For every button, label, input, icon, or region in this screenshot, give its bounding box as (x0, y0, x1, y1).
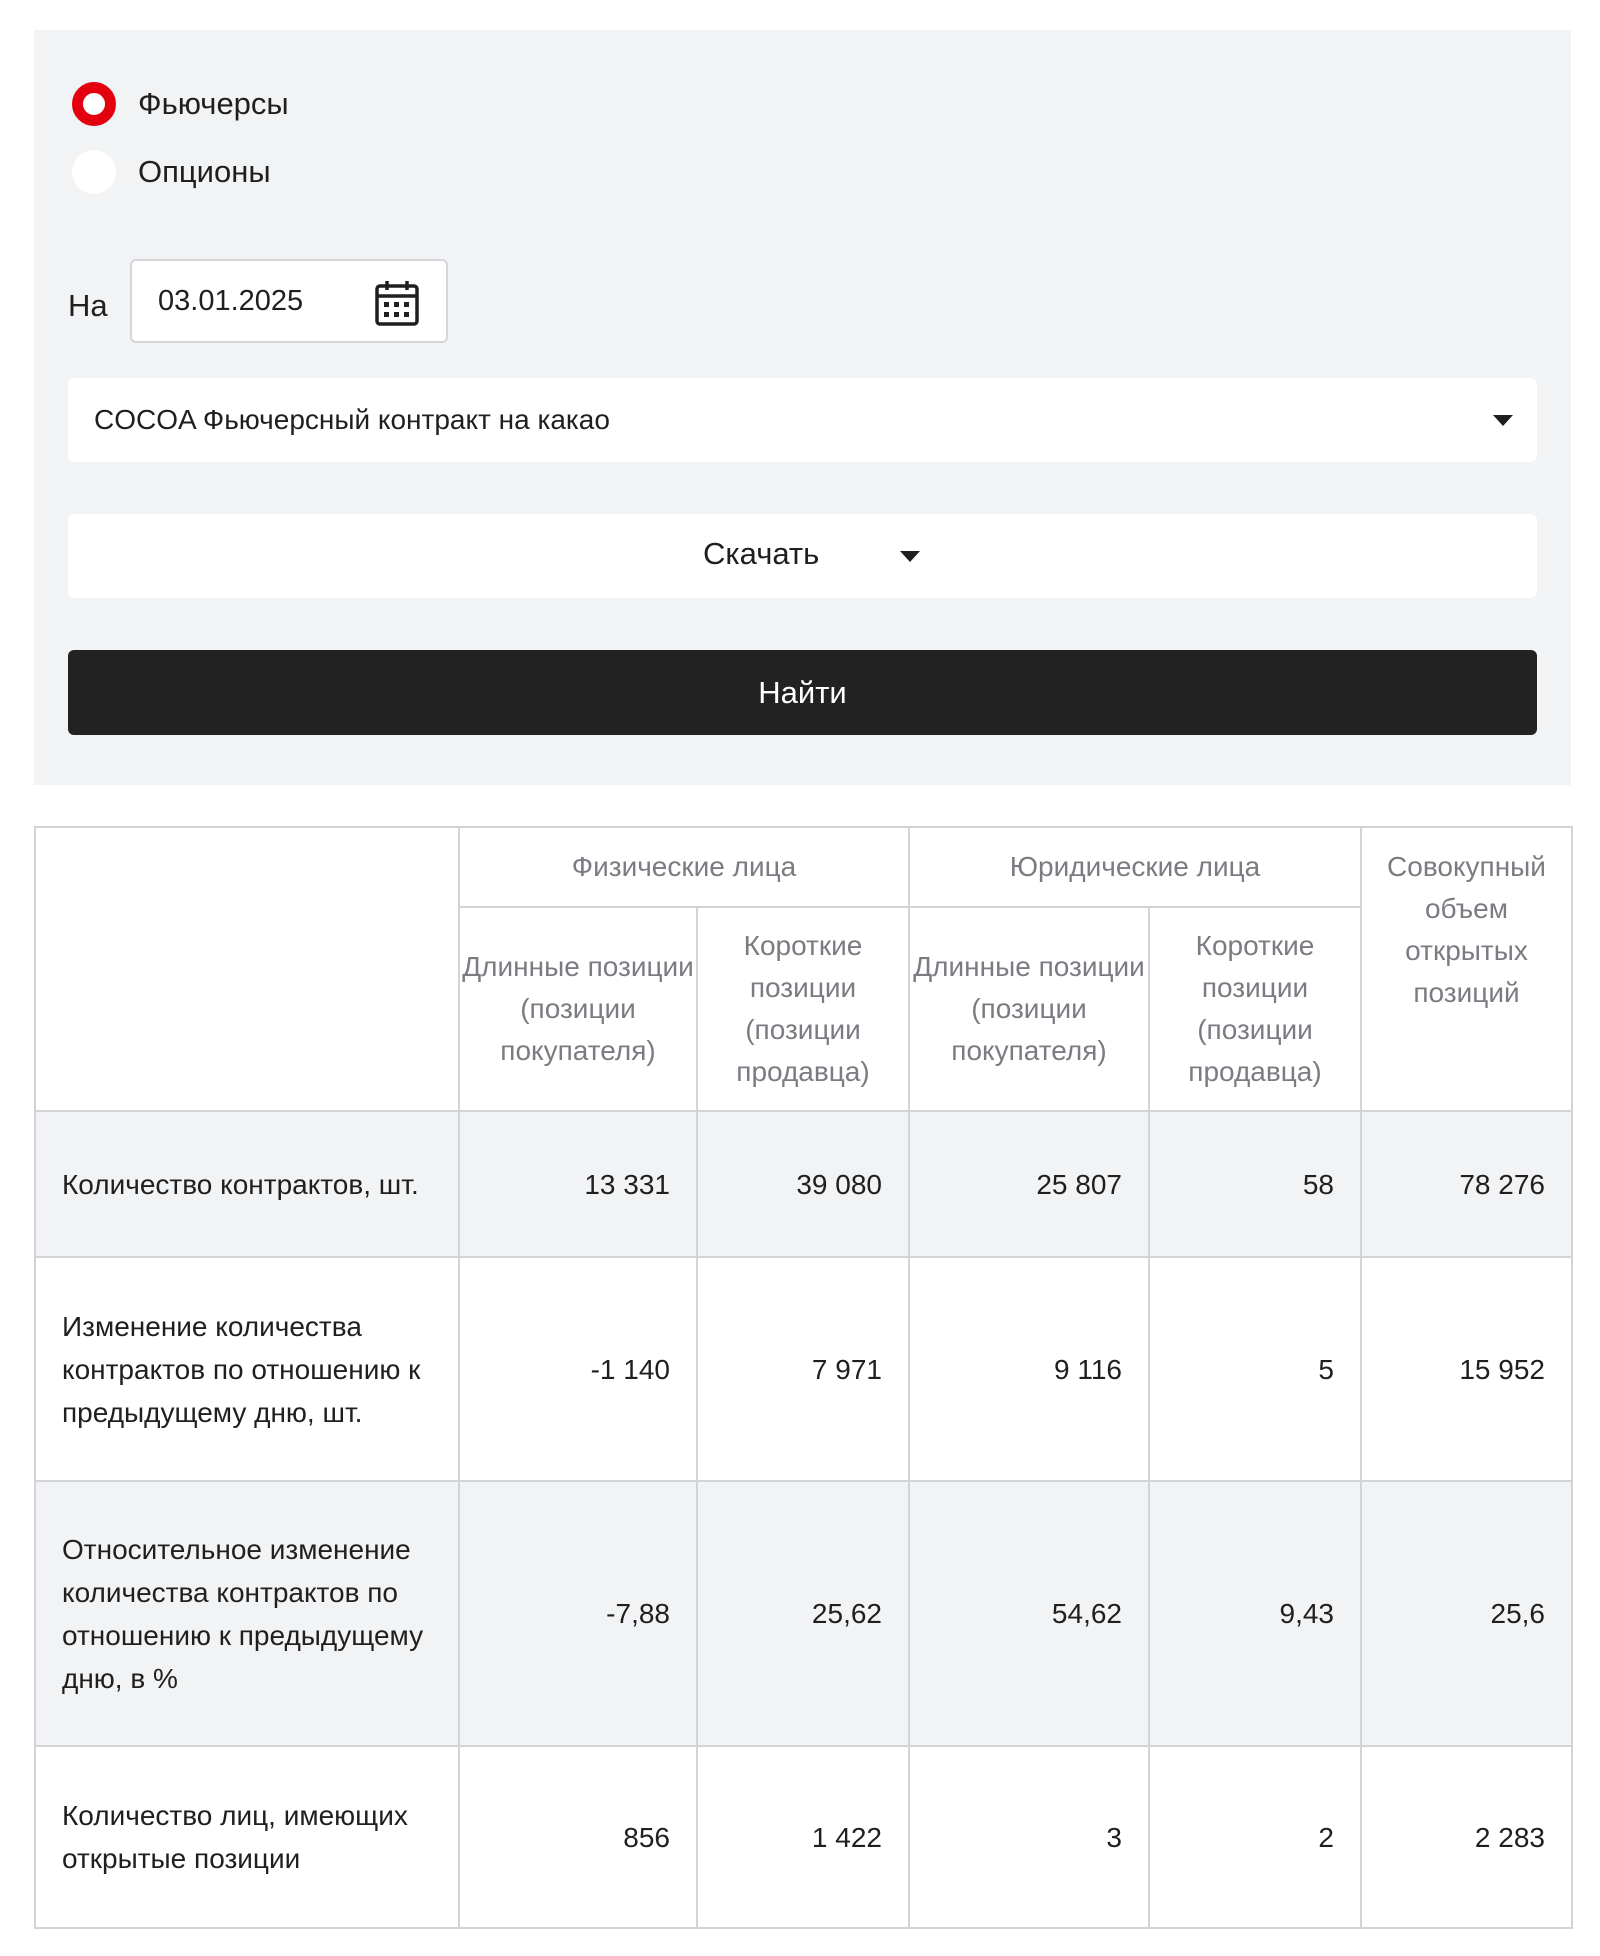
table-row (35, 1746, 1572, 1928)
table-cell: -7,88 (459, 1481, 697, 1746)
table-cell: 13 331 (459, 1111, 697, 1257)
find-button[interactable]: Найти (68, 650, 1537, 735)
header-individuals-long: Длинные позиции (позиции покупателя) (459, 907, 697, 1111)
table-cell: 9 116 (909, 1257, 1149, 1481)
radio-futures[interactable] (72, 82, 289, 126)
date-value: 03.01.2025 (158, 284, 304, 317)
table-cell: 25,6 (1361, 1481, 1572, 1746)
chevron-down-icon (1493, 415, 1513, 426)
table-row (35, 1111, 1572, 1257)
header-legal-short: Короткие позиции (позиции продавца) (1149, 907, 1361, 1111)
open-positions-table (34, 826, 1573, 1929)
header-individuals: Физические лица (459, 827, 909, 907)
table-cell: 1 422 (697, 1746, 909, 1928)
radio-futures-label: Фьючерсы (138, 86, 289, 121)
radio-futures-button[interactable] (72, 82, 116, 126)
table-cell: 7 971 (697, 1257, 909, 1481)
chevron-down-icon (900, 551, 920, 562)
table-row (35, 1481, 1572, 1746)
download-label: Скачать (703, 536, 820, 571)
radio-options-button[interactable] (72, 150, 116, 194)
contract-select-value: COCOA Фьючерсный контракт на какао (94, 404, 610, 435)
header-legal-entities: Юридические лица (909, 827, 1361, 907)
radio-options-label: Опционы (138, 154, 271, 189)
row-label: Количество контрактов, шт. (35, 1111, 459, 1257)
table-cell: 856 (459, 1746, 697, 1928)
table-cell: 2 283 (1361, 1746, 1572, 1928)
table-cell: 5 (1149, 1257, 1361, 1481)
table-cell: 15 952 (1361, 1257, 1572, 1481)
filter-panel (34, 30, 1571, 785)
header-individuals-short: Короткие позиции (позиции продавца) (697, 907, 909, 1111)
contract-select[interactable] (68, 378, 1537, 462)
table-cell: 39 080 (697, 1111, 909, 1257)
table-cell: 25 807 (909, 1111, 1149, 1257)
table-cell: 2 (1149, 1746, 1361, 1928)
table-cell: 3 (909, 1746, 1149, 1928)
header-legal-long: Длинные позиции (позиции покупателя) (909, 907, 1149, 1111)
table-cell: -1 140 (459, 1257, 697, 1481)
table-cell: 25,62 (697, 1481, 909, 1746)
table-cell: 9,43 (1149, 1481, 1361, 1746)
calendar-icon[interactable] (374, 279, 420, 327)
radio-options[interactable] (72, 150, 271, 194)
header-total-open-interest: Совокупный объем открытых позиций (1361, 827, 1572, 1111)
row-label: Относительное изменение количества контрактов по отношению к предыдущему дню, в % (35, 1481, 459, 1746)
table-cell: 54,62 (909, 1481, 1149, 1746)
date-label: На (68, 288, 108, 323)
table-cell: 78 276 (1361, 1111, 1572, 1257)
date-input[interactable] (130, 259, 448, 343)
table-row (35, 1257, 1572, 1481)
row-label: Изменение количества контрактов по отношению к предыдущему дню, шт. (35, 1257, 459, 1481)
empty-header-cell (35, 827, 459, 1111)
table-cell: 58 (1149, 1111, 1361, 1257)
row-label: Количество лиц, имеющих открытые позиции (35, 1746, 459, 1928)
download-dropdown[interactable] (68, 514, 1537, 598)
